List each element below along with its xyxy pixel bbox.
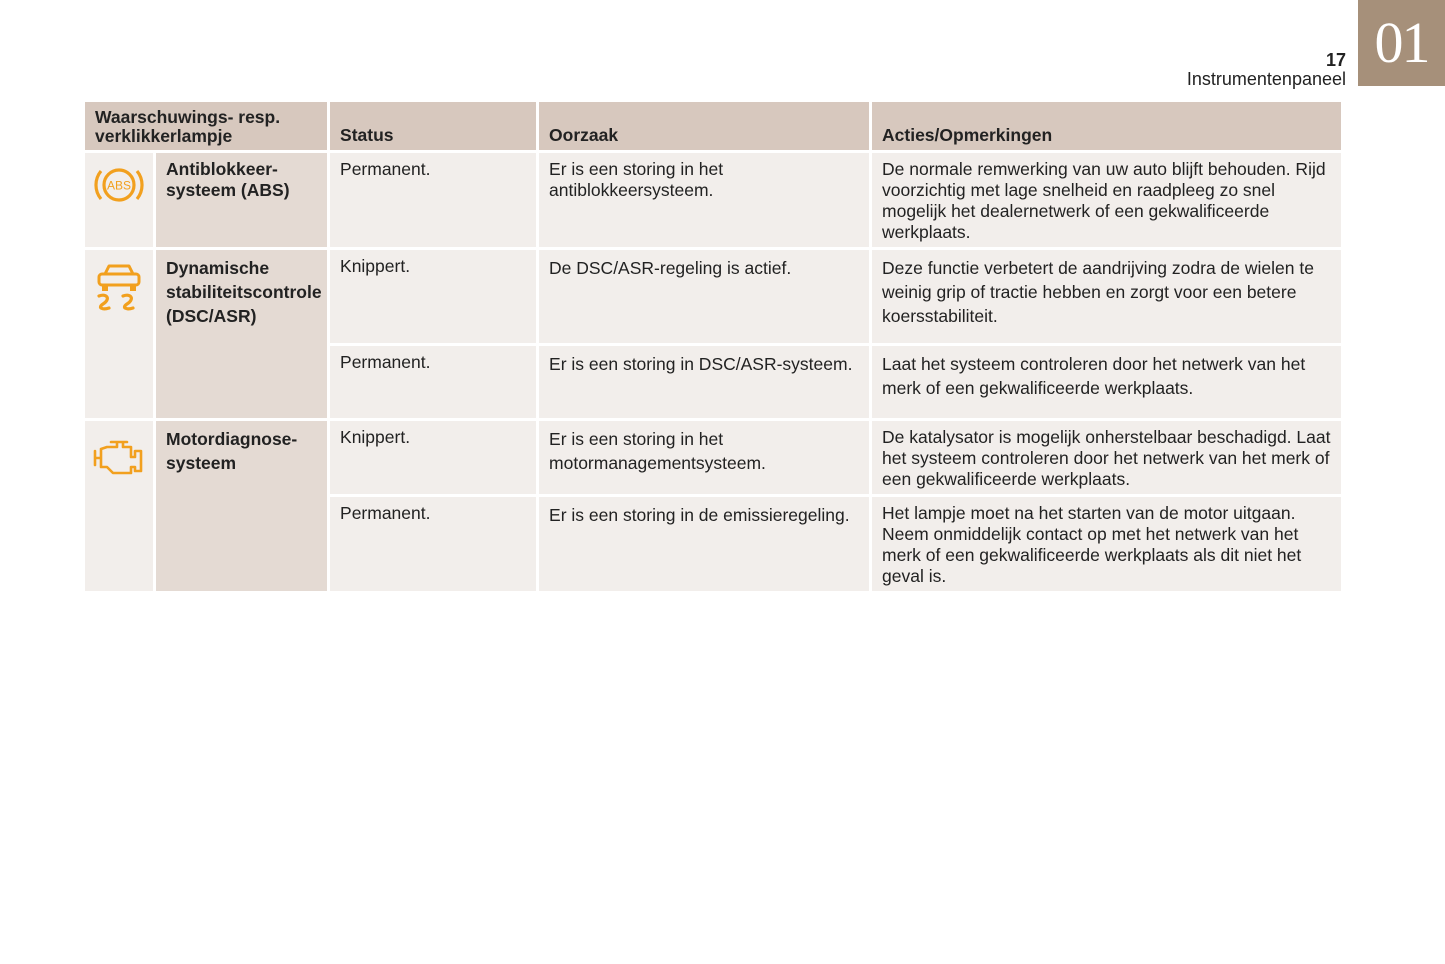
status-cell: Knippert. (330, 250, 536, 343)
abs-warning-icon (85, 163, 153, 207)
table-row (85, 250, 1341, 343)
dsc-icon-cell (85, 250, 153, 418)
section-title: Instrumentenpaneel (1186, 69, 1346, 89)
page-number: 17 (1325, 50, 1346, 70)
lamp-name: Antiblokkeer-systeem (ABS) (156, 153, 327, 247)
cause-cell: Er is een storing in de emissieregeling. (539, 497, 869, 591)
abs-icon-label: ABS (106, 178, 132, 193)
action-cell: Laat het systeem controleren door het netwerk van het merk of een gekwalificeerde werkplaats. (872, 346, 1341, 418)
cause-cell: De DSC/ASR-regeling is actief. (539, 250, 869, 343)
column-header-actions: Acties/Opmerkingen (872, 102, 1341, 150)
chapter-tab: 01 (1358, 0, 1445, 86)
cause-cell: Er is een storing in DSC/ASR-systeem. (539, 346, 869, 418)
status-cell: Permanent. (330, 346, 536, 418)
table-header-row (85, 102, 1341, 150)
column-header-status: Status (330, 102, 536, 150)
skidding-car-icon (85, 260, 153, 318)
engine-icon-cell (85, 421, 153, 591)
action-cell: De normale remwerking van uw auto blijft behouden. Rijd voorzichtig met lage snelheid en raadpleeg zo snel mogelijk het dealernetwerk of een gekwalificeerde werkplaats. (872, 153, 1341, 247)
action-cell: Het lampje moet na het starten van de motor uitgaan. Neem onmiddelijk contact op met het netwerk van het merk of een gekwalificeerde werkplaats als dit niet het geval is. (872, 497, 1341, 591)
status-cell: Knippert. (330, 421, 536, 494)
lamp-name: Dynamische stabiliteitscontrole (DSC/ASR) (156, 250, 327, 418)
cause-cell: Er is een storing in het antiblokkeersysteem. (539, 153, 869, 247)
status-cell: Permanent. (330, 497, 536, 591)
table-row (85, 421, 1341, 494)
column-header-cause: Oorzaak (539, 102, 869, 150)
column-header-lamp: Waarschuwings- resp. verklikkerlampje (85, 102, 327, 150)
warning-lamps-table (82, 99, 1344, 594)
abs-icon-cell (85, 153, 153, 247)
status-cell: Permanent. (330, 153, 536, 247)
engine-check-icon (85, 435, 153, 475)
lamp-name: Motordiagnose-systeem (156, 421, 327, 591)
table-row (85, 153, 1341, 247)
cause-cell: Er is een storing in het motormanagementsysteem. (539, 421, 869, 494)
action-cell: De katalysator is mogelijk onherstelbaar beschadigd. Laat het systeem controleren door het netwerk van het merk of een gekwalificeerde werkplaats. (872, 421, 1341, 494)
action-cell: Deze functie verbetert de aandrijving zodra de wielen te weinig grip of tractie hebben en zorgt voor een betere koersstabiliteit. (872, 250, 1341, 343)
